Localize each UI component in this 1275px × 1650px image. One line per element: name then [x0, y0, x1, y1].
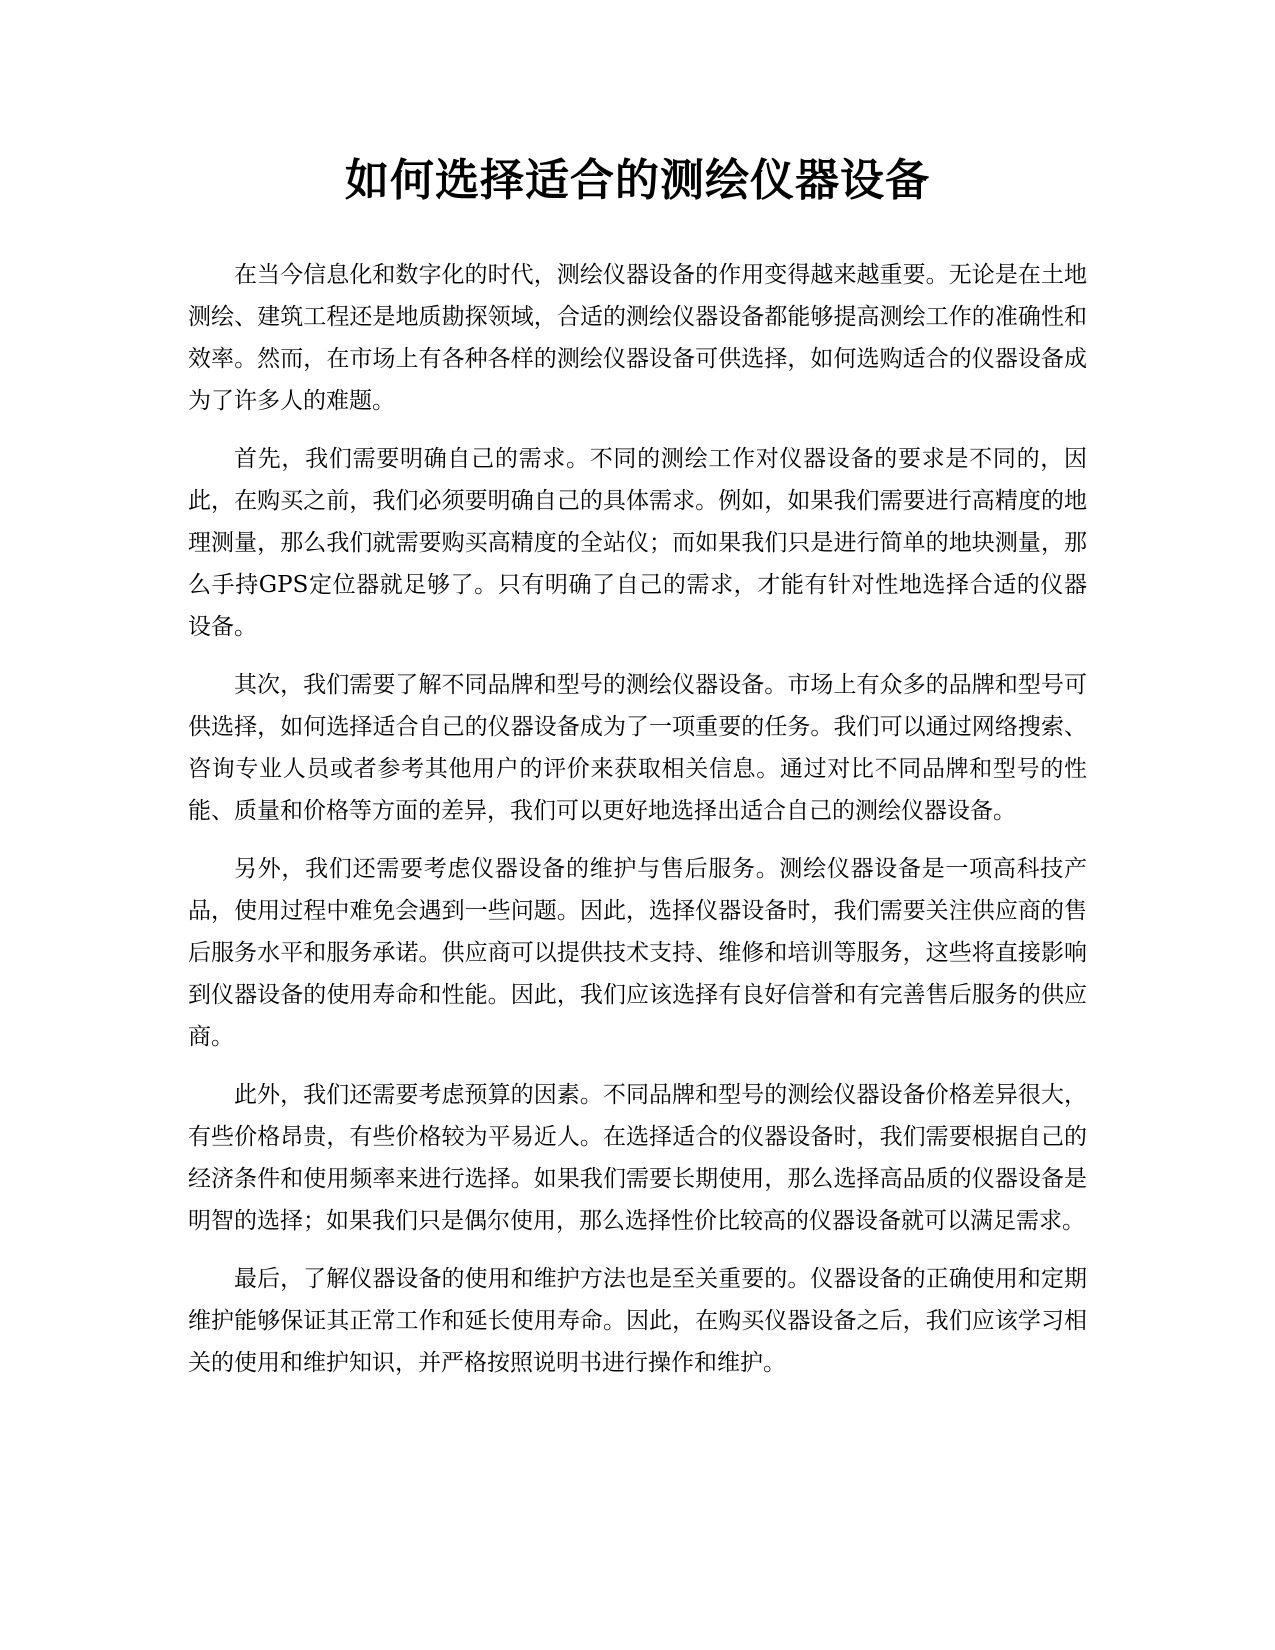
- paragraph-brands: 其次，我们需要了解不同品牌和型号的测绘仪器设备。市场上有众多的品牌和型号可供选择，如何选择适合自己的仪器设备成为了一项重要的任务。我们可以通过网络搜索、咨询专业人员或者参考其他用户的评价来获取相关信息。通过对比不同品牌和型号的性能、质量和价格等方面的差异，我们可以更好地选择出适合自己的测绘仪器设备。: [188, 672, 1087, 824]
- document-body: [188, 254, 1087, 1384]
- paragraph-needs: 首先，我们需要明确自己的需求。不同的测绘工作对仪器设备的要求是不同的，因此，在购买之前，我们必须要明确自己的具体需求。例如，如果我们需要进行高精度的地理测量，那么我们就需要购买高精度的全站仪；而如果我们只是进行简单的地块测量，那么手持GPS定位器就足够了。只有明确了自己的需求，才能有针对性地选择合适的仪器设备。: [188, 446, 1087, 640]
- paragraph-intro: 在当今信息化和数字化的时代，测绘仪器设备的作用变得越来越重要。无论是在土地测绘、建筑工程还是地质勘探领域，合适的测绘仪器设备都能够提高测绘工作的准确性和效率。然而，在市场上有各种各样的测绘仪器设备可供选择，如何选购适合的仪器设备成为了许多人的难题。: [188, 262, 1087, 414]
- paragraph-budget: 此外，我们还需要考虑预算的因素。不同品牌和型号的测绘仪器设备价格差异很大，有些价格昂贵，有些价格较为平易近人。在选择适合的仪器设备时，我们需要根据自己的经济条件和使用频率来进行选择。如果我们需要长期使用，那么选择高品质的仪器设备是明智的选择；如果我们只是偶尔使用，那么选择性价比较高的仪器设备就可以满足需求。: [188, 1082, 1087, 1234]
- paragraph-maintenance: 最后，了解仪器设备的使用和维护方法也是至关重要的。仪器设备的正确使用和定期维护能够保证其正常工作和延长使用寿命。因此，在购买仪器设备之后，我们应该学习相关的使用和维护知识，并严格按照说明书进行操作和维护。: [188, 1266, 1087, 1376]
- document-title: 如何选择适合的测绘仪器设备: [345, 155, 930, 206]
- paragraph-service: 另外，我们还需要考虑仪器设备的维护与售后服务。测绘仪器设备是一项高科技产品，使用过程中难免会遇到一些问题。因此，选择仪器设备时，我们需要关注供应商的售后服务水平和服务承诺。供应商可以提供技术支持、维修和培训等服务，这些将直接影响到仪器设备的使用寿命和性能。因此，我们应该选择有良好信誉和有完善售后服务的供应商。: [188, 856, 1087, 1050]
